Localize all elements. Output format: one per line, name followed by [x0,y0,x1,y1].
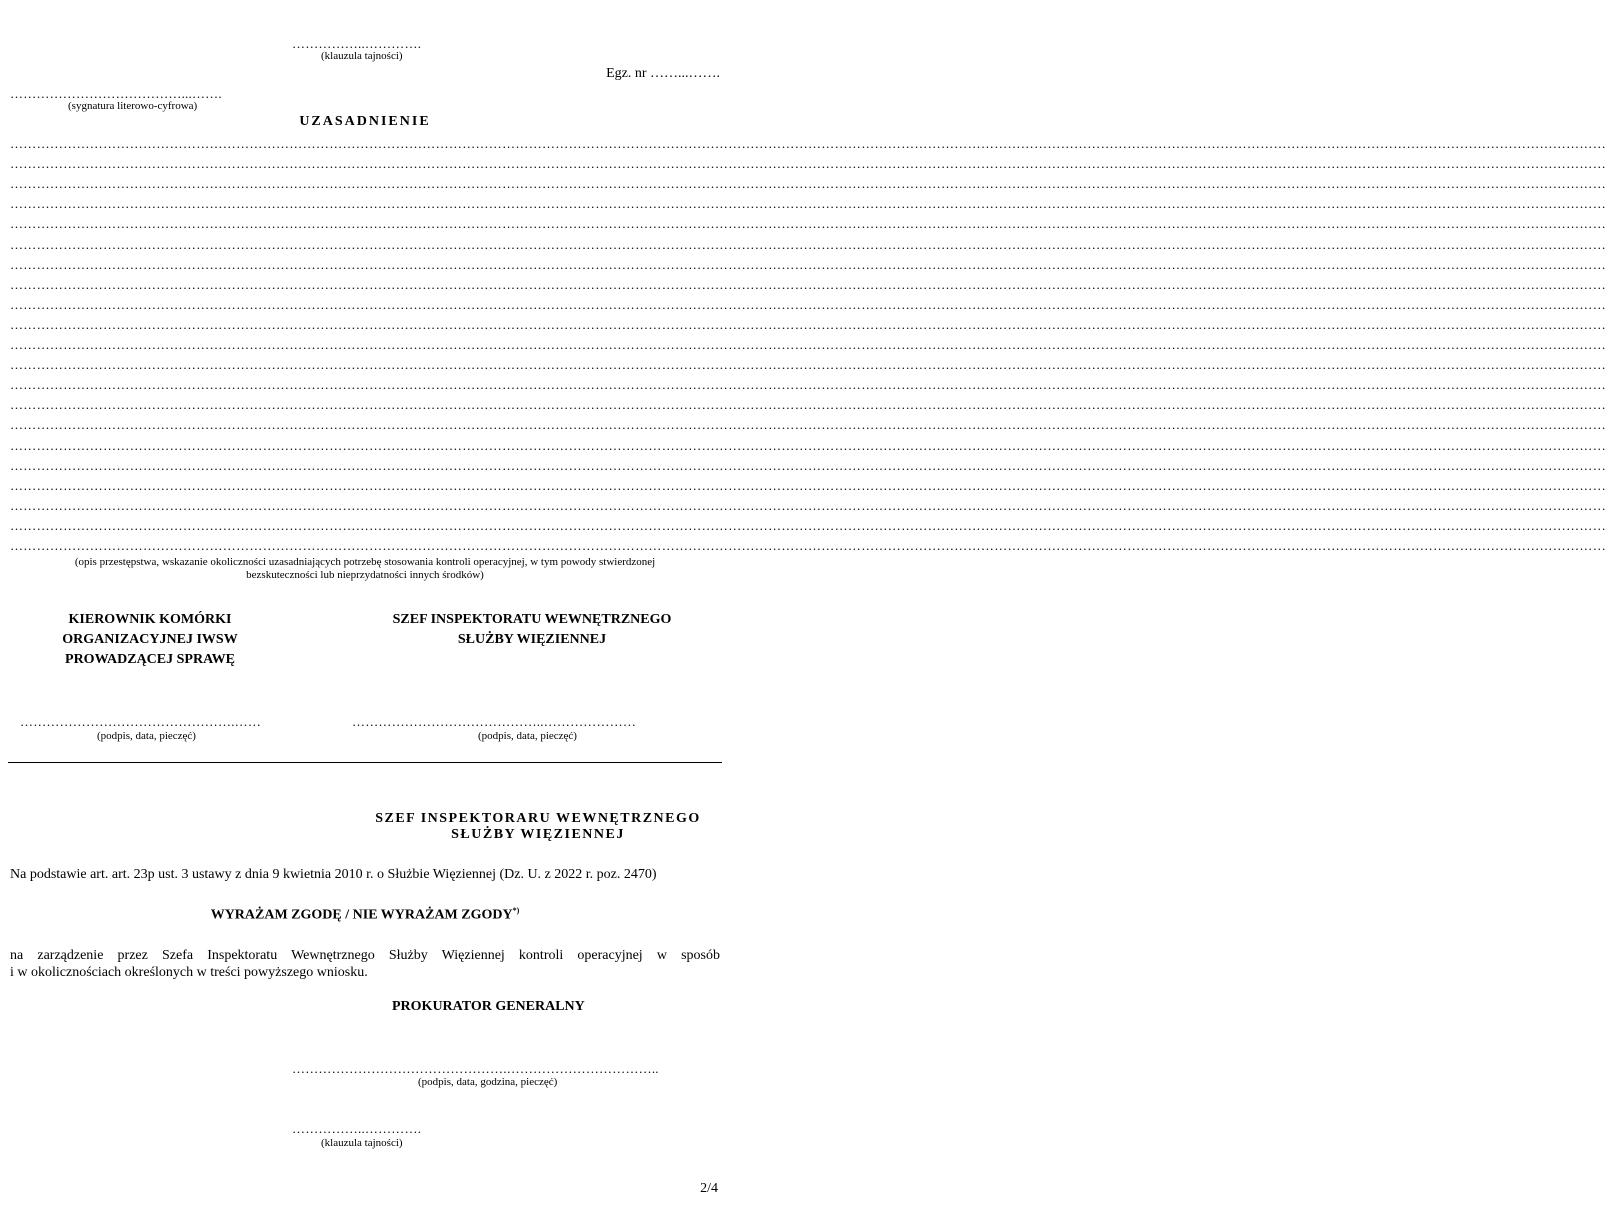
consent-statement [0,906,730,924]
left-signatory-line-2: ORGANIZACYJNEJ IWSW [62,632,238,647]
left-signatory-line-3: PROWADZĄCEJ SPRAWĘ [65,652,235,667]
justification-dotted-line: ……………………………………………………………………………………………………………………………………………………………………………………………………………………………………………………………………………………………………………………………… [10,136,1606,151]
justification-dotted-line: ……………………………………………………………………………………………………………………………………………………………………………………………………………………………………………………………………………………………………………………………… [10,357,1606,372]
justification-caption-2: bezskuteczności lub nieprzydatności innych środków) [246,569,484,581]
prosecutor-title: PROKURATOR GENERALNY [392,999,585,1014]
left-signatory-title [20,610,280,670]
prosecutor-signature-label: (podpis, data, godzina, pieczęć) [418,1076,558,1088]
justification-dotted-line: ……………………………………………………………………………………………………………………………………………………………………………………………………………………………………………………………………………………………………………………………… [10,297,1606,312]
justification-dotted-line: ……………………………………………………………………………………………………………………………………………………………………………………………………………………………………………………………………………………………………………………………… [10,458,1606,473]
justification-dotted-line: ……………………………………………………………………………………………………………………………………………………………………………………………………………………………………………………………………………………………………………………………… [10,397,1606,412]
right-signatory-line-1: SZEF INSPEKTORATU WEWNĘTRZNEGO [392,612,672,627]
justification-dotted-line: ……………………………………………………………………………………………………………………………………………………………………………………………………………………………………………………………………………………………………………………………… [10,196,1606,211]
copy-number: Egz. nr ……...……. [606,66,720,81]
justification-dotted-line: ……………………………………………………………………………………………………………………………………………………………………………………………………………………………………………………………………………………………………………………………… [10,237,1606,252]
justification-dotted-line: ……………………………………………………………………………………………………………………………………………………………………………………………………………………………………………………………………………………………………………………………… [10,518,1606,533]
justification-dotted-line: ……………………………………………………………………………………………………………………………………………………………………………………………………………………………………………………………………………………………………………………………… [10,176,1606,191]
legal-basis: Na podstawie art. art. 23p ust. 3 ustawy z dnia 9 kwietnia 2010 r. o Służbie Więziennej (Dz. U. z 2022 r. poz. 2470) [10,867,657,882]
justification-dotted-line: ……………………………………………………………………………………………………………………………………………………………………………………………………………………………………………………………………………………………………………………………… [10,156,1606,171]
justification-dotted-line: ……………………………………………………………………………………………………………………………………………………………………………………………………………………………………………………………………………………………………………………………… [10,337,1606,352]
justification-dotted-line: ……………………………………………………………………………………………………………………………………………………………………………………………………………………………………………………………………………………………………………………………… [10,317,1606,332]
justification-title: UZASADNIENIE [299,114,431,129]
justification-dotted-line: ……………………………………………………………………………………………………………………………………………………………………………………………………………………………………………………………………………………………………………………………… [10,498,1606,513]
right-signatory-line-2: SŁUŻBY WIĘZIENNEJ [457,632,607,647]
justification-caption-1: (opis przestępstwa, wskazanie okoliczności uzasadniających potrzebę stosowania kontroli operacyjnej, w tym powody stwierdzonej [74,556,656,568]
order-text-line-1: na zarządzenie przez Szefa Inspektoratu Wewnętrznego Służby Więziennej kontroli operacyjnej w sposób [10,948,720,963]
justification-dotted-line: ……………………………………………………………………………………………………………………………………………………………………………………………………………………………………………………………………………………………………………………………… [10,277,1606,292]
signature-dots: …………………………………...……. [10,86,222,101]
right-signatory-title [352,610,712,650]
classification-dots-bottom: ……………..…………. [292,1121,422,1136]
consent-footnote: *) [512,906,520,915]
justification-dotted-line: ……………………………………………………………………………………………………………………………………………………………………………………………………………………………………………………………………………………………………………………………… [10,417,1606,432]
addressee-line-1: SZEF INSPEKTORARU WEWNĘTRZNEGO [375,811,701,826]
classification-label-top: (klauzula tajności) [321,50,403,62]
justification-dotted-line: ……………………………………………………………………………………………………………………………………………………………………………………………………………………………………………………………………………………………………………………………… [10,538,1606,553]
signature-label: (sygnatura literowo-cyfrowa) [68,100,198,112]
consent-text: WYRAŻAM ZGODĘ / NIE WYRAŻAM ZGODY [210,907,513,923]
addressee-line-2: SŁUŻBY WIĘZIENNEJ [451,827,625,842]
right-signature-dots: ……………………………………..………………… [352,714,637,729]
section-divider [8,762,722,763]
right-signature-label: (podpis, data, pieczęć) [478,730,577,742]
justification-dotted-line: ……………………………………………………………………………………………………………………………………………………………………………………………………………………………………………………………………………………………………………………………… [10,478,1606,493]
page-number: 2/4 [700,1181,718,1196]
left-signature-dots: ………………………………………….…… [20,714,262,729]
justification-dotted-line: ……………………………………………………………………………………………………………………………………………………………………………………………………………………………………………………………………………………………………………………………… [10,438,1606,453]
left-signature-label: (podpis, data, pieczęć) [97,730,196,742]
classification-dots-top: ……………..…………. [292,36,422,51]
order-text-line-2: i w okolicznościach określonych w treści powyższego wniosku. [10,965,368,980]
justification-dotted-line: ……………………………………………………………………………………………………………………………………………………………………………………………………………………………………………………………………………………………………………………………… [10,216,1606,231]
classification-label-bottom: (klauzula tajności) [321,1137,403,1149]
justification-dotted-line: ……………………………………………………………………………………………………………………………………………………………………………………………………………………………………………………………………………………………………………………………… [10,377,1606,392]
left-signatory-line-1: KIEROWNIK KOMÓRKI [68,612,232,627]
prosecutor-signature-dots: ………………………………………….…………………………….. [292,1061,659,1076]
justification-dotted-line: ……………………………………………………………………………………………………………………………………………………………………………………………………………………………………………………………………………………………………………………………… [10,257,1606,272]
